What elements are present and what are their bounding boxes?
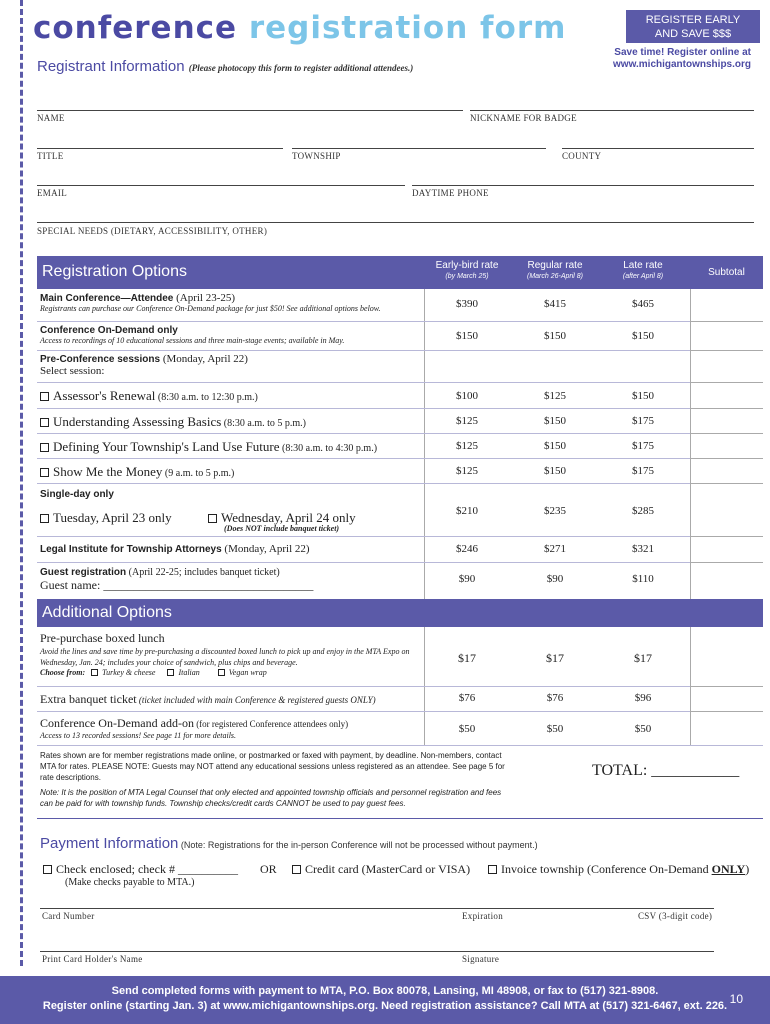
price: $271 [544,543,566,555]
nickname-field[interactable] [470,110,754,111]
checkbox-icon[interactable] [167,669,174,676]
price: $50 [546,723,564,735]
row-legal-institute [40,543,310,555]
subtotal-box[interactable] [690,350,763,351]
price: $150 [456,330,478,342]
checkbox-icon[interactable] [40,392,49,401]
row-main-conference [40,292,381,313]
check-sub: (Make checks payable to MTA.) [65,877,195,888]
invoice-label: Invoice township (Conference On-Demand [501,862,712,876]
price: $390 [456,298,478,310]
subtotal-box[interactable] [690,433,763,434]
subtotal-box[interactable] [690,536,763,537]
township-field[interactable] [292,148,546,149]
row-divider [37,818,763,819]
divider [690,289,691,599]
footer-line1: Send completed forms with payment to MTA, P.O. Box 80078, Lansing, MI 48908, or fax to (517) 321-8908. [111,985,659,997]
payment-heading [40,835,538,852]
footer-line2: Register online (starting Jan. 3) at www.michigantownships.org. Need registration assistance? Call MTA at (517) 321-6467, ext. 226. [42,1000,728,1012]
s1-label: Assessor's Renewal [53,388,156,403]
price: $90 [546,573,564,585]
registrant-heading [37,58,413,75]
main-dates: (April 23-25) [173,292,236,304]
special-needs-label: SPECIAL NEEDS (DIETARY, ACCESSIBILITY, OTHER) [37,226,268,236]
row-divider [37,321,763,322]
legal-label: Legal Institute for Township Attorneys [40,544,222,555]
subtotal-box[interactable] [690,686,763,687]
signature-label: Signature [462,954,500,964]
price: $125 [456,415,478,427]
single-label: Single-day only [40,489,114,500]
register-early-badge [626,10,760,43]
cut-line [20,0,23,966]
csv-label: CSV (3-digit code) [638,911,713,921]
row-divider [37,686,763,687]
price: $100 [456,390,478,402]
title-part1: conference [33,10,238,46]
nickname-label: NICKNAME FOR BADGE [470,113,577,123]
s2-time: (8:30 a.m. to 5 p.m.) [221,418,306,429]
s3-label: Defining Your Township's Land Use Future [53,439,280,454]
credit-option[interactable] [292,862,470,877]
col-early-sub: (by March 25) [445,273,489,280]
check-option[interactable] [43,862,238,888]
main-label: Main Conference—Attendee [40,293,174,304]
opt-vegan: Vegan wrap [228,668,267,677]
price: $150 [544,415,566,427]
invoice-option[interactable] [488,862,749,877]
banquet-label: Extra banquet ticket [40,692,137,706]
row-divider [37,350,763,351]
invoice-end: ) [745,862,750,876]
phone-label: DAYTIME PHONE [412,188,489,198]
tuesday-option[interactable] [40,510,172,526]
addon-note: (for registered Conference attendees only) [193,719,349,729]
row-guest [40,566,313,593]
od-label: Conference On-Demand only [40,325,178,336]
guest-name-field[interactable]: Guest name: ___________________________________ [40,578,314,592]
row-on-demand [40,324,344,345]
price: $235 [544,505,566,517]
checkbox-icon[interactable] [43,865,52,874]
page-title [33,10,566,46]
special-needs-field[interactable] [37,222,754,223]
checkbox-icon[interactable] [292,865,301,874]
price: $17 [458,651,476,665]
checkbox-icon[interactable] [40,468,49,477]
row-session-1[interactable] [40,388,258,404]
price: $50 [634,723,652,735]
s4-label: Show Me the Money [53,464,163,479]
early-line2: AND SAVE $$$ [654,28,732,40]
pre-label: Pre-Conference sessions [40,354,161,365]
subtotal-box[interactable] [690,458,763,459]
checkbox-icon[interactable] [488,865,497,874]
guest-label: Guest registration [40,567,127,578]
name-field[interactable] [37,110,463,111]
price: $175 [632,465,654,477]
name-label: NAME [37,113,65,123]
subtotal-box[interactable] [690,408,763,409]
col-early-bird [424,260,510,280]
email-label: EMAIL [37,188,67,198]
title-label: TITLE [37,151,64,161]
checkbox-icon[interactable] [40,443,49,452]
checkbox-icon[interactable] [40,418,49,427]
township-label: TOWNSHIP [292,151,341,161]
card-number-field[interactable] [40,908,714,909]
credit-label: Credit card (MasterCard or VISA) [305,862,471,876]
subtotal-box[interactable] [690,321,763,322]
tuesday-label: Tuesday, April 23 only [53,510,172,525]
registrant-note: (Please photocopy this form to register additional attendees.) [188,63,414,73]
s1-time: (8:30 a.m. to 12:30 p.m.) [155,392,258,403]
col-early-label: Early-bird rate [435,260,499,271]
footer-bar [0,976,770,1024]
price: $17 [546,651,564,665]
price: $76 [546,692,564,704]
price: $465 [632,298,654,310]
col-late-label: Late rate [623,260,663,271]
save-line2[interactable]: www.michigantownships.org [613,59,751,70]
checkbox-icon[interactable] [91,669,98,676]
price: $150 [544,465,566,477]
exp-label: Expiration [462,911,503,921]
price: $285 [632,505,654,517]
row-boxed-lunch [40,631,422,677]
subtotal-box[interactable] [690,483,763,484]
registration-options-header [37,256,763,289]
wednesday-note: (Does NOT include banquet ticket) [224,524,340,533]
row-divider [37,562,763,563]
row-divider [37,536,763,537]
col-late [600,260,686,280]
price: $150 [632,390,654,402]
price: $150 [544,440,566,452]
wednesday-label: Wednesday, April 24 only [221,510,356,525]
subtotal-box[interactable] [690,382,763,383]
main-note: Registrants can purchase our Conference On-Demand package for just $50! See additional options below. [40,304,381,313]
subtotal-box[interactable] [690,562,763,563]
county-label: COUNTY [562,151,602,161]
pre-dates: (Monday, April 22) [160,353,248,365]
subtotal-box[interactable] [690,711,763,712]
row-divider [37,745,763,746]
checkbox-icon[interactable] [40,514,49,523]
col-regular-sub: (March 26-April 8) [526,273,583,280]
s3-time: (8:30 a.m. to 4:30 p.m.) [279,443,378,454]
price: $110 [632,573,654,585]
registration-options-title: Registration Options [42,263,187,280]
total-field[interactable]: TOTAL: ___________ [592,762,740,779]
guest-dates: (April 22-25; includes banquet ticket) [126,567,280,578]
county-field[interactable] [562,148,754,149]
row-divider [37,382,763,383]
row-single-day [40,488,114,500]
col-regular-label: Regular rate [527,260,583,271]
row-divider [37,408,763,409]
price: $125 [456,465,478,477]
card-holder-field[interactable] [40,951,714,952]
od-note: Access to recordings of 10 educational sessions and three main-stage events; available in May. [40,336,345,345]
row-divider [37,433,763,434]
row-pre-conference [40,353,248,377]
price: $175 [632,440,654,452]
title-part2: registration form [248,10,567,46]
title-field[interactable] [37,148,283,149]
legal-note: Note: It is the position of MTA Legal Counsel that only elected and appointed township officials and personnel registration and fees can be paid for with township funds. Township checks/credit cards CANNOT be used to pay guest fees. [40,788,502,808]
checkbox-icon[interactable] [218,669,225,676]
row-divider [37,483,763,484]
legal-dates: (Monday, April 22) [221,543,310,555]
lunch-note: Avoid the lines and save time by pre-purchasing a discounted boxed lunch to pick up and enjoy in the MTA Expo on Wednesday, Jan. 24; includes your choice of sandwich, plus chips and beverage. [40,647,410,667]
price: $90 [458,573,476,585]
check-label: Check enclosed; check # __________ [56,862,238,876]
invoice-only: ONLY [711,862,746,876]
row-session-2[interactable] [40,414,306,430]
row-divider [37,458,763,459]
payment-note: (Note: Registrations for the in-person Conference will not be processed without payment.) [178,840,538,850]
checkbox-icon[interactable] [208,514,217,523]
banquet-note: (ticket included with main Conference & registered guests ONLY) [136,695,376,705]
col-subtotal: Subtotal [708,267,745,278]
price: $125 [456,440,478,452]
choose-label: Choose from: [40,668,86,677]
page-number: 10 [729,992,743,1006]
row-on-demand-addon [40,716,348,740]
row-session-4[interactable] [40,464,234,480]
price: $210 [456,505,478,517]
payment-title: Payment Information [40,835,179,852]
row-divider [37,711,763,712]
phone-field[interactable] [412,185,754,186]
price: $246 [456,543,478,555]
opt-italian: Italian [178,668,200,677]
row-banquet [40,692,376,707]
price: $125 [544,390,566,402]
s2-label: Understanding Assessing Basics [53,414,222,429]
s4-time: (9 a.m. to 5 p.m.) [162,468,235,479]
addon-label: Conference On-Demand add-on [40,716,194,730]
card-label: Card Number [42,911,95,921]
price: $17 [634,651,652,665]
opt-turkey: Turkey & cheese [102,668,156,677]
col-regular [512,260,598,280]
print-name-label: Print Card Holder's Name [42,954,143,964]
price: $175 [632,415,654,427]
row-session-3[interactable] [40,439,377,455]
price: $150 [544,330,566,342]
addon-sub: Access to 13 recorded sessions! See page 11 for more details. [40,731,237,740]
or-label: OR [260,862,277,876]
lunch-label: Pre-purchase boxed lunch [40,631,165,645]
price: $321 [632,543,654,555]
additional-options-header: Additional Options [37,599,763,627]
col-late-sub: (after April 8) [622,273,664,280]
price: $150 [632,330,654,342]
early-line1: REGISTER EARLY [645,14,741,26]
price: $76 [458,692,476,704]
pre-select: Select session: [40,365,105,377]
email-field[interactable] [37,185,405,186]
price: $50 [458,723,476,735]
save-line1: Save time! Register online at [614,47,751,58]
rates-note: Rates shown are for member registrations made online, or postmarked or faxed with payment, by deadline. Non-members, contact MTA for rates. PLEASE NOTE: Guests may NOT attend any educational sessions unless registered as an attendee. See page 5 for rate descriptions. [40,751,505,782]
save-time-note [613,47,751,71]
price: $415 [544,298,566,310]
price: $96 [634,692,652,704]
registrant-title: Registrant Information [37,58,185,75]
